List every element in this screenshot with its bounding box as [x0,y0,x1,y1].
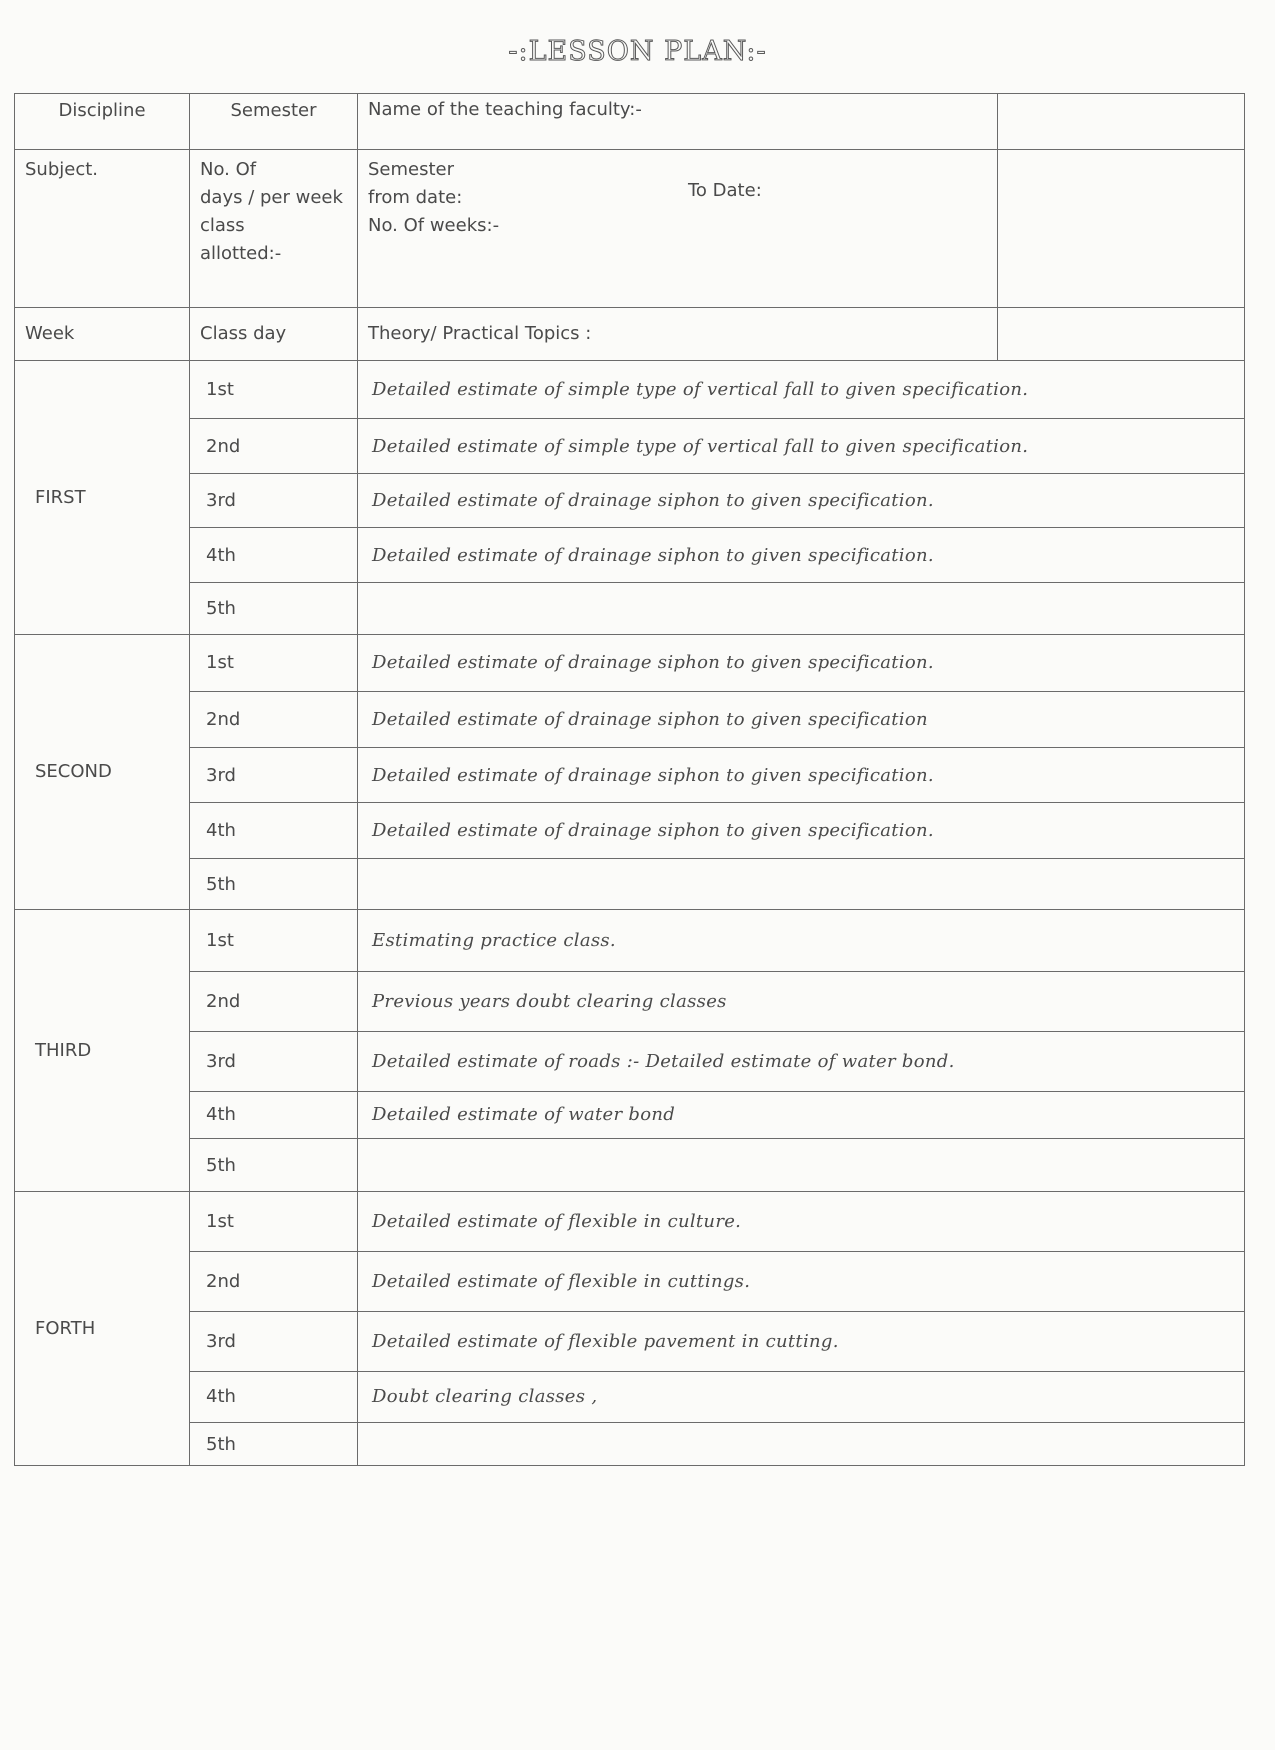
class-day: 2nd [190,972,358,1032]
week-label-first: FIRST [15,361,190,635]
class-day: 4th [190,1371,358,1422]
semester-header: Semester [190,94,358,150]
column-header-row [15,307,1245,360]
topic-text [358,1423,1245,1466]
days-allotted-line: allotted:- [200,242,282,264]
header-extra-cell [998,94,1245,150]
subject-label: Subject. [15,149,190,307]
table-row [15,361,1245,419]
class-day: 2nd [190,418,358,474]
topic-text: Estimating practice class. [358,910,1245,972]
table-row [15,1423,1245,1466]
subject-extra-cell [998,149,1245,307]
class-day: 5th [190,1423,358,1466]
days-allotted-label [190,149,358,307]
class-day: 2nd [190,692,358,748]
table-row [15,1252,1245,1312]
class-day: 2nd [190,1252,358,1312]
table-row [15,474,1245,527]
faculty-name-label: Name of the teaching faculty:- [358,94,998,150]
to-date-label: To Date: [688,179,762,201]
topic-text: Detailed estimate of drainage siphon to given specification. [358,747,1245,803]
from-date-label: from date: [368,186,463,208]
header-row [15,94,1245,150]
topic-text: Detailed estimate of drainage siphon to given specification. [358,527,1245,583]
table-row [15,803,1245,859]
class-day: 3rd [190,747,358,803]
topic-text: Previous years doubt clearing classes [358,972,1245,1032]
table-row [15,692,1245,748]
number-of-weeks-label: No. Of weeks:- [368,214,500,236]
class-day: 4th [190,803,358,859]
table-row [15,859,1245,910]
topic-text: Detailed estimate of flexible in cuttings. [358,1252,1245,1312]
discipline-header: Discipline [15,94,190,150]
topic-text: Detailed estimate of flexible pavement in cutting. [358,1312,1245,1372]
class-day: 1st [190,910,358,972]
lesson-plan-table [14,93,1245,1466]
week-header: Week [15,307,190,360]
semester-dates-cell [358,149,998,307]
topic-text: Detailed estimate of simple type of vertical fall to given specification. [358,361,1245,419]
class-day: 3rd [190,474,358,527]
week-label-second: SECOND [15,634,190,910]
topic-text: Doubt clearing classes , [358,1371,1245,1422]
class-day: 4th [190,1091,358,1138]
table-row [15,1371,1245,1422]
topic-text [358,1138,1245,1191]
subject-row [15,149,1245,307]
week-label-forth: FORTH [15,1192,190,1466]
table-row [15,527,1245,583]
table-row [15,910,1245,972]
class-day: 1st [190,361,358,419]
class-day: 5th [190,859,358,910]
topic-text: Detailed estimate of flexible in culture. [358,1192,1245,1252]
days-allotted-line: class [200,214,245,236]
table-row [15,972,1245,1032]
topic-text: Detailed estimate of water bond [358,1091,1245,1138]
class-day: 3rd [190,1032,358,1092]
table-row [15,583,1245,634]
table-row [15,747,1245,803]
column-header-extra-cell [998,307,1245,360]
page-title: -:LESSON PLAN:- [508,36,767,67]
topic-text: Detailed estimate of drainage siphon to given specification [358,692,1245,748]
table-row [15,1091,1245,1138]
topic-text: Detailed estimate of drainage siphon to given specification. [358,474,1245,527]
week-label-third: THIRD [15,910,190,1192]
topic-text: Detailed estimate of roads :- Detailed estimate of water bond. [358,1032,1245,1092]
class-day: 4th [190,527,358,583]
topic-text: Detailed estimate of simple type of vertical fall to given specification. [358,418,1245,474]
class-day: 3rd [190,1312,358,1372]
class-day: 1st [190,634,358,692]
topics-header: Theory/ Practical Topics : [358,307,998,360]
class-day: 5th [190,583,358,634]
table-row [15,1032,1245,1092]
topic-text [358,583,1245,634]
topic-text: Detailed estimate of drainage siphon to given specification. [358,803,1245,859]
days-allotted-line: days / per week [200,186,343,208]
table-row [15,1312,1245,1372]
table-row [15,1138,1245,1191]
class-day-header: Class day [190,307,358,360]
table-row [15,418,1245,474]
days-allotted-line: No. Of [200,158,257,180]
class-day: 5th [190,1138,358,1191]
semester-label: Semester [368,158,455,180]
topic-text: Detailed estimate of drainage siphon to given specification. [358,634,1245,692]
class-day: 1st [190,1192,358,1252]
table-row [15,1192,1245,1252]
table-row [15,634,1245,692]
topic-text [358,859,1245,910]
